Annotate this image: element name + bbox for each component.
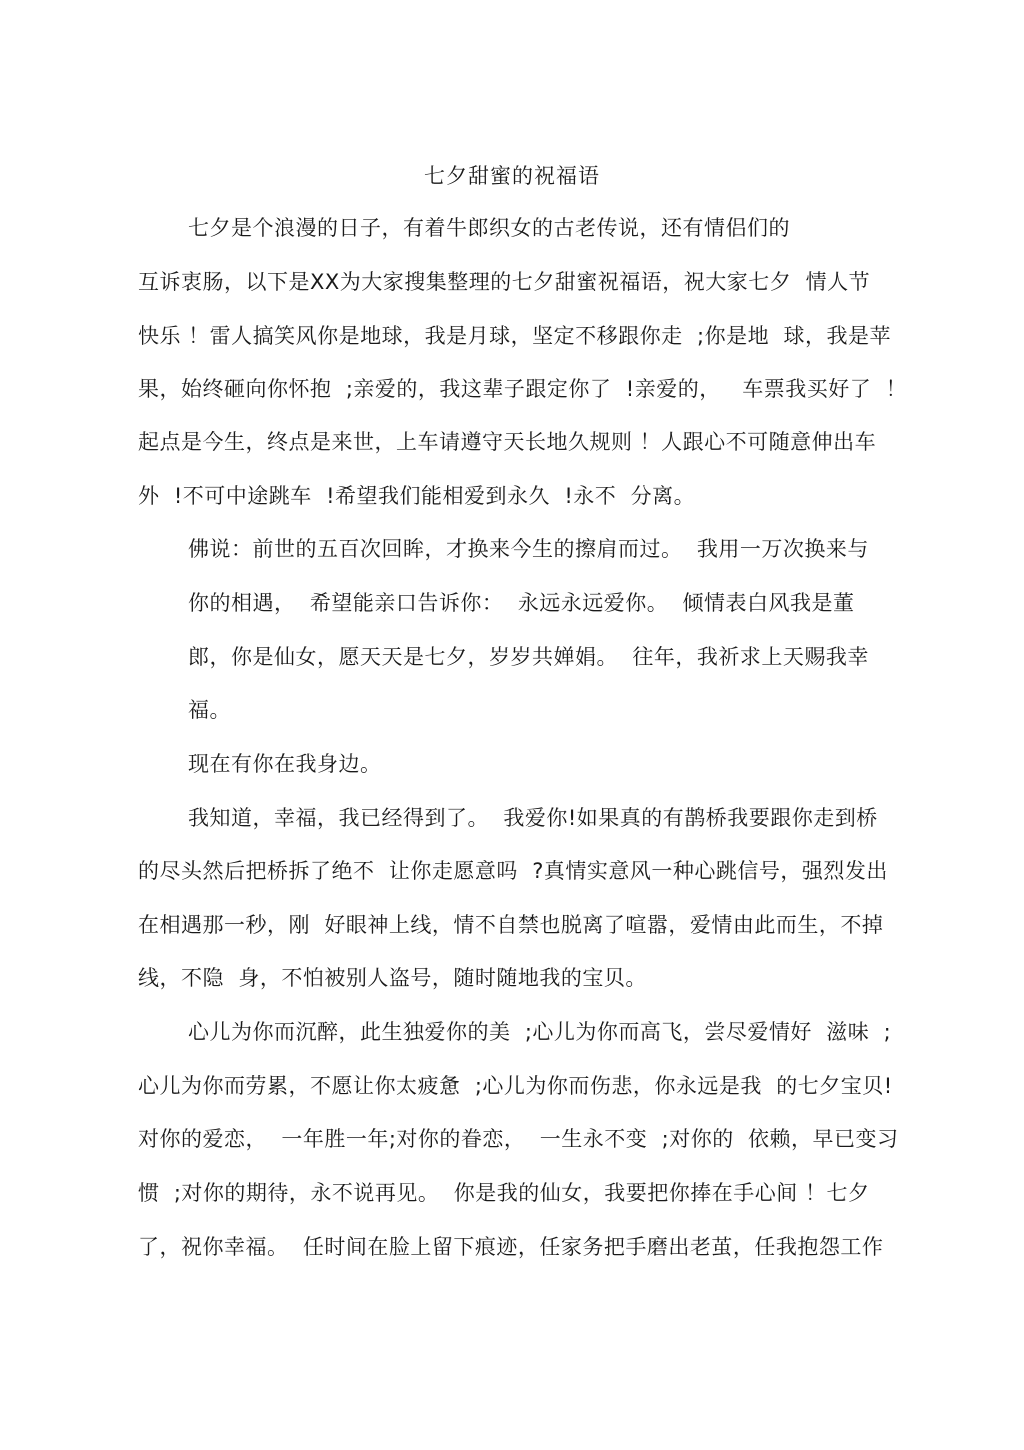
text-line: 快乐 ！雷人搞笑风你是地球，我是月球，坚定不移跟你走 ;你是地 球，我是苹 bbox=[138, 324, 891, 348]
text-line: 福。 bbox=[188, 698, 231, 722]
text-line: 线，不隐 身，不怕被别人盗号，随时随地我的宝贝。 bbox=[138, 966, 647, 990]
text-line: 你的相遇， 希望能亲口告诉你： 永远永远爱你。 倾情表白风我是董 bbox=[188, 591, 855, 615]
text-line: 现在有你在我身边。 bbox=[188, 752, 382, 776]
text-line: 心儿为你而沉醉，此生独爱你的美 ;心儿为你而高飞，尝尽爱情好 滋味 ; bbox=[188, 1020, 892, 1044]
text-line: 了，祝你幸福。 任时间在脸上留下痕迹，任家务把手磨出老茧，任我抱怨工作 bbox=[138, 1235, 884, 1259]
text-line: 对你的爱恋， 一年胜一年;对你的眷恋， 一生永不变 ;对你的 依赖，早已变习 bbox=[138, 1127, 899, 1151]
text-line: 起点是今生，终点是来世，上车请遵守天长地久规则 ！人跟心不可随意伸出车 bbox=[138, 430, 877, 454]
text-line: 我知道，幸福，我已经得到了。 我爱你!如果真的有鹊桥我要跟你走到桥 bbox=[188, 806, 878, 830]
text-line: 心儿为你而劳累，不愿让你太疲惫 ;心儿为你而伤悲，你永远是我 的七夕宝贝! bbox=[138, 1074, 893, 1098]
text-line: 佛说：前世的五百次回眸，才换来今生的擦肩而过。 我用一万次换来与 bbox=[188, 537, 869, 561]
text-line: 郎，你是仙女，愿天天是七夕，岁岁共婵娟。 往年，我祈求上天赐我幸 bbox=[188, 645, 869, 669]
text-line: 外 !不可中途跳车 !希望我们能相爱到永久 !永不 分离。 bbox=[138, 484, 696, 508]
text-line: 果，始终砸向你怀抱 ;亲爱的，我这辈子跟定你了 !亲爱的， 车票我买好了 ！ bbox=[138, 377, 908, 401]
text-line: 互诉衷肠，以下是XX为大家搜集整理的七夕甜蜜祝福语，祝大家七夕 情人节 bbox=[138, 270, 871, 294]
text-line: 的尽头然后把桥拆了绝不 让你走愿意吗 ?真情实意风一种心跳信号，强烈发出 bbox=[138, 859, 888, 883]
document-title: 七夕甜蜜的祝福语 bbox=[424, 164, 600, 188]
text-line: 七夕是个浪漫的日子，有着牛郎织女的古老传说，还有情侣们的 bbox=[188, 216, 790, 240]
text-line: 惯 ;对你的期待，永不说再见。 你是我的仙女，我要把你捧在手心间 ！七夕 bbox=[138, 1181, 870, 1205]
text-line: 在相遇那一秒，刚 好眼神上线，情不自禁也脱离了喧嚣，爱情由此而生，不掉 bbox=[138, 913, 884, 937]
